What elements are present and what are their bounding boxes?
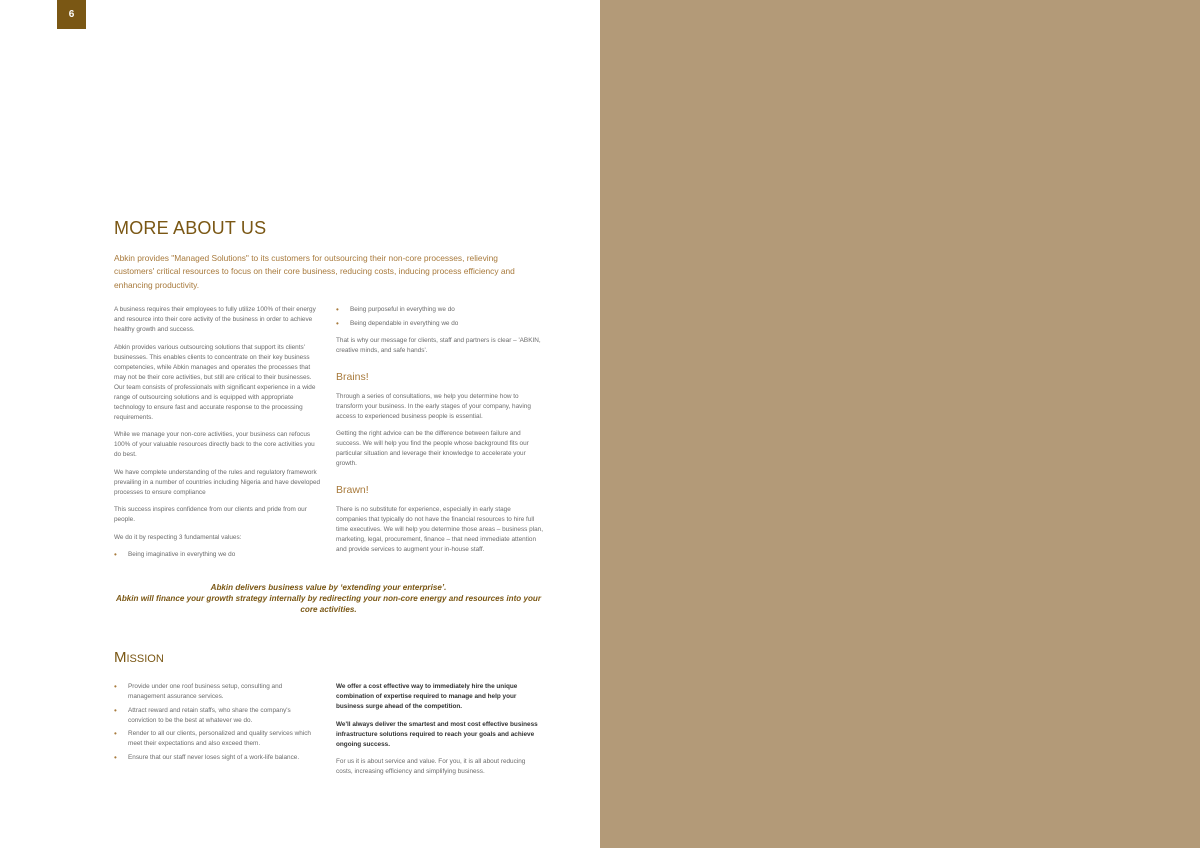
list-item: • Being dependable in everything we do bbox=[336, 319, 543, 329]
mission-list bbox=[114, 682, 319, 763]
paragraph: Getting the right advice can be the difference between failure and success. We will help you find the people whose background fits our particular situation and leverage their knowledge to accelerate your growth. bbox=[336, 430, 529, 467]
list-item: • Provide under one roof business setup, consulting and management assurance services. bbox=[114, 682, 319, 702]
bold-paragraph: We offer a cost effective way to immediately hire the unique combination of expertise required to manage and help your business surge ahead of the competition. bbox=[336, 683, 518, 710]
right-text-column bbox=[336, 305, 543, 563]
quote-line: Abkin delivers business value by ‘extending your enterprise’. bbox=[210, 583, 447, 592]
paragraph: There is no substitute for experience, especially in early stage companies that typically do not have the financial resources to hire full time executives. We will help you determine those areas – business plan, marketing, legal, procurement, finance – that need immediate attention and provide services to augment your in-house staff. bbox=[336, 506, 543, 553]
bold-paragraph: We'll always deliver the smartest and most cost effective business infrastructure solutions required to reach your goals and achieve ongoing success. bbox=[336, 720, 538, 748]
paragraph: While we manage your non-core activities, your business can refocus 100% of your valuable resources directly back to the core activities you do best. bbox=[114, 431, 315, 458]
highlight-quote bbox=[114, 582, 543, 615]
list-item: • Attract reward and retain staffs, who share the company's conviction to be the best at whatever we do. bbox=[114, 706, 319, 726]
message-paragraph: That is why our message for clients, staff and partners is clear – 'ABKIN, creative minds, and safe hands'. bbox=[336, 336, 541, 354]
paragraph: Abkin provides various outsourcing solutions that support its clients' businesses. This enables clients to concentrate on their key business competencies, while Abkin manages and operates the processes that may not be their core activities, but still are critical to their businesses. Our team consists of professionals with significant experience in a wide range of outsourcing solutions and is equipped with appropriate technology to ensure fast and accurate response to the processing requirements. bbox=[114, 343, 316, 421]
quote-line: Abkin will finance your growth strategy internally by redirecting your non-core energy and resources into your core activities. bbox=[115, 594, 541, 614]
page-number-badge: 6 bbox=[57, 0, 86, 29]
list-item: • Being imaginative in everything we do bbox=[114, 550, 322, 560]
brawn-heading: Brawn! bbox=[336, 484, 369, 496]
paragraph: This success inspires confidence from our clients and pride from our people. bbox=[114, 506, 307, 523]
mission-heading: Mission bbox=[114, 649, 164, 666]
left-text-column bbox=[114, 305, 322, 567]
decorative-right-panel bbox=[600, 0, 1200, 848]
values-list bbox=[114, 550, 322, 560]
list-item: • Being purposeful in everything we do bbox=[336, 305, 543, 315]
paragraph: We do it by respecting 3 fundamental values: bbox=[114, 533, 242, 541]
paragraph: We have complete understanding of the rules and regulatory framework prevailing in a number of countries including Nigeria and have developed processes to ensure compliance bbox=[114, 468, 321, 496]
mission-text-column bbox=[336, 682, 543, 785]
intro-paragraph: Abkin provides "Managed Solutions" to its customers for outsourcing their non-core processes, relieving customers' critical resources to focus on their core business, reducing costs, inducing process efficiency and enhancing productivity. bbox=[114, 253, 515, 290]
brains-heading: Brains! bbox=[336, 370, 369, 383]
values-list-continued bbox=[336, 305, 543, 329]
paragraph: Through a series of consultations, we help you determine how to transform your business. In the early stages of your company, having access to experienced business people is essential. bbox=[336, 392, 531, 420]
list-item: • Render to all our clients, personalized and quality services which meet their expectations and also exceed them. bbox=[114, 729, 319, 749]
mission-list-column bbox=[114, 682, 319, 770]
paragraph: A business requires their employees to fully utilize 100% of their energy and resource into their core activity of the business in order to achieve healthy growth and success. bbox=[114, 306, 316, 333]
page-title: MORE ABOUT US bbox=[114, 218, 267, 238]
paragraph: For us it is about service and value. For you, it is all about reducing costs, increasing efficiency and simplifying business. bbox=[336, 758, 526, 775]
list-item: • Ensure that our staff never loses sight of a work-life balance. bbox=[114, 753, 319, 763]
